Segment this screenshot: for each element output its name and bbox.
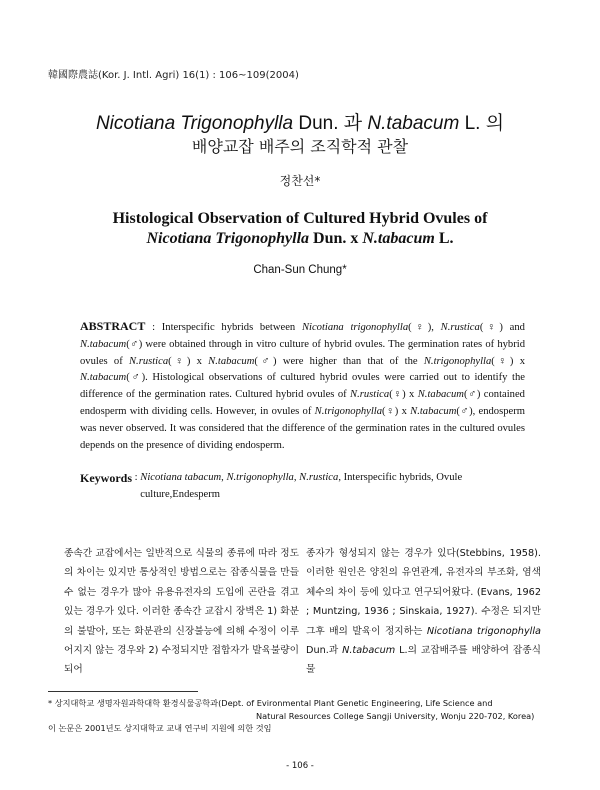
keywords: Keywords : Nicotiana tabacum, N.trigonophylla, N.rustica, Interspecific hybrids, Ovule culture,Endesperm	[80, 470, 525, 504]
journal-citation: 韓國際農誌(Kor. J. Intl. Agri) 16(1) : 106~109(2004)	[48, 70, 299, 81]
title-english-line1: Histological Observation of Cultured Hybrid Ovules of	[112, 210, 488, 227]
abstract: ABSTRACT : Interspecific hybrids between Nicotiana trigonophylla(♀), N.rustica(♀) and N.tabacum(♂) were obtained through in vitro culture of hybrid ovules. The germination rates of hybrid ovules of N.rustica(♀) x N.tabacum(♂) were higher than that of the N.trigonophylla(♀) x N.tabacum(♂). Histological observations of cultured hybrid ovules were carried out to identify the difference of the germination rates. Cultured hybrid ovules of N.rustica(♀) x N.tabacum(♂) contained endosperm with dividing cells. However, in ovules of N.trigonophylla(♀) x N.tabacum(♂), endosperm was never observed. It was considered that the difference of the germination rates in the cultured ovules depends on the presence of dividing endosperm.	[80, 319, 526, 451]
body-column-right: 종자가 형성되지 않는 경우가 있다(Stebbins, 1958). 이러한 원인은 양친의 유연관계, 유전자의 부조화, 염색체수의 차이 등에 있다고 연구되어왔다. (Evans, 1962 ; Muntzing, 1936 ; Sinskaia, 1927). 수정은 되지만 그후 배의 발육이 정지하는 Nicotiana trigonophylla Dun.과 N.tabacum L.의 교잡배주를 배양하여 잡종식물	[306, 548, 541, 676]
species-name: N.tabacum	[362, 230, 435, 247]
title-korean-line1: Nicotiana Trigonophylla Dun. 과 N.tabacum L. 의	[95, 113, 505, 134]
abstract-label: ABSTRACT	[80, 319, 146, 333]
keywords-label: Keywords	[80, 471, 132, 485]
title-english-line2: Nicotiana Trigonophylla Dun. x N.tabacum L.	[146, 230, 454, 247]
species-name: Nicotiana Trigonophylla	[146, 230, 310, 247]
author-english: Chan-Sun Chung*	[253, 264, 347, 276]
author-korean: 정찬선*	[279, 174, 321, 188]
footnote-affiliation: * 상지대학교 생명자원과학대학 환경식물공학과(Dept. of Evironmental Plant Genetic Engineering, Life Science and Natural Resources College Sangji University, Wonju 220-702, Korea)	[48, 698, 535, 721]
species-name: Nicotiana Trigonophylla	[95, 113, 294, 134]
page-number: - 106 -	[286, 761, 314, 771]
title-korean-line2: 배양교잡 배주의 조직학적 관찰	[191, 137, 409, 156]
body-column-left: 종속간 교잡에서는 일반적으로 식물의 종류에 따라 정도의 차이는 있지만 통상적인 방법으로는 잡종식물을 만들 수 없는 경우가 많아 유용유전자의 도입에 곤란을 겪고 있는 경우가 있다. 이러한 종속간 교잡시 장벽은 1) 화분의 불발아, 또는 화분관의 신장불능에 의해 수정이 이루어지지 않는 경우와 2) 수정되지만 접합자가 발육불량이 되어	[64, 548, 299, 676]
keywords-list: Nicotiana tabacum, N.trigonophylla, N.rustica, Interspecific hybrids, Ovule culture,Endesperm	[140, 472, 463, 500]
footnote-funding: 이 논문은 2001년도 상지대학교 교내 연구비 지원에 의한 것임	[48, 723, 272, 733]
footnote-divider	[48, 691, 198, 692]
species-name: N.tabacum	[367, 113, 460, 134]
